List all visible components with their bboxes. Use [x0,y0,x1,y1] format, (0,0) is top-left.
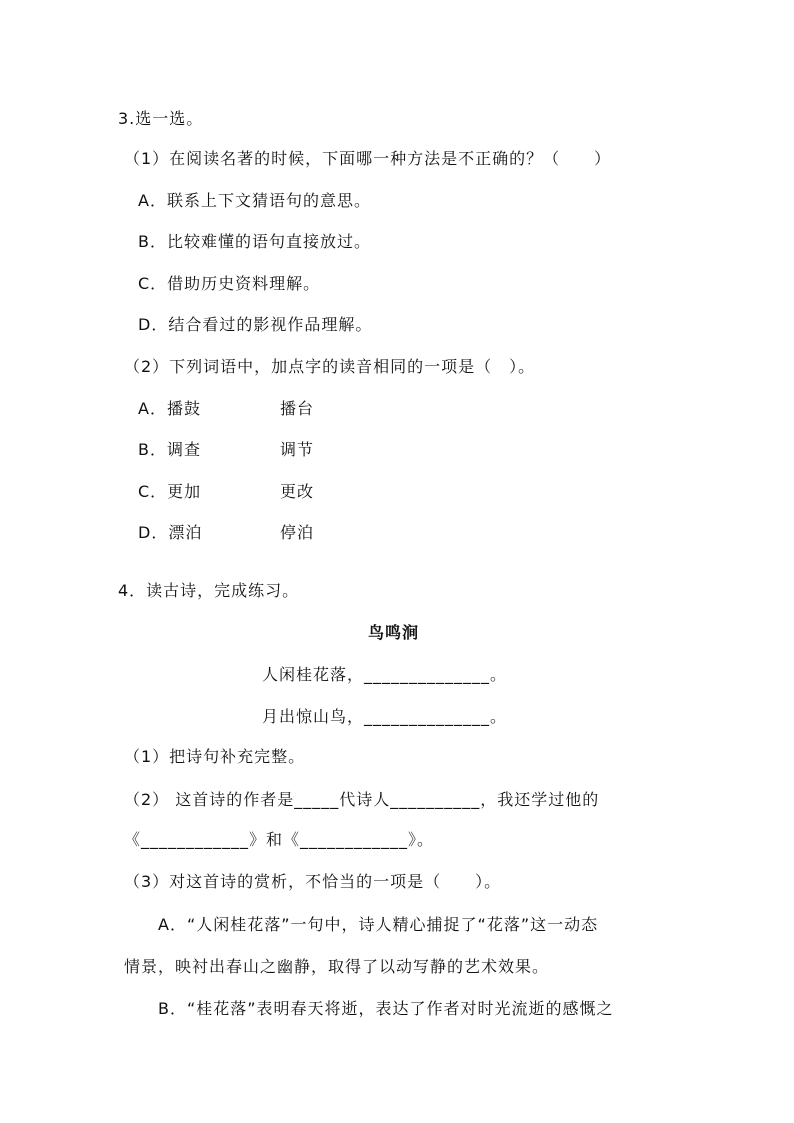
q3-sub1-prompt: （1）在阅读名著的时候，下面哪一种方法是不正确的？（ ） [124,149,612,168]
poem-title: 鸟鸣涧 [368,623,420,642]
option-label: B．调查 [138,440,201,459]
option-right: 停泊 [280,523,315,542]
option-right: 播台 [280,399,315,418]
q4-option-b-line1: B．“桂花落”表明春天将逝，表达了作者对时光流逝的感慨之 [158,999,614,1018]
q3-sub2-prompt: （2）下列词语中，加点字的读音相同的一项是（ ）。 [124,357,536,376]
option-label: A．播鼓 [138,399,201,418]
q4-option-a-line1: A．“人闲桂花落”一句中，诗人精心捕捉了“花落”这一动态 [158,915,599,934]
option-label: C．更加 [138,482,202,501]
q4-option-a-line2: 情景，映衬出春山之幽静，取得了以动写静的艺术效果。 [124,957,550,976]
q3-sub1-option-a: A．联系上下文猜语句的意思。 [138,191,371,210]
q3-sub1-option-d: D．结合看过的影视作品理解。 [138,315,373,334]
option-label: D．漂泊 [138,523,203,542]
q3-sub2-option-c [138,481,438,503]
q3-sub2-option-b [138,439,438,461]
q3-sub1-option-c: C．借助历史资料理解。 [138,274,321,293]
poem-line-1: 人闲桂花落，______________。 [262,665,508,684]
q3-sub2-option-d [138,522,438,544]
q3-sub2-option-a [138,398,438,420]
q4-sub2-line1: （2） 这首诗的作者是_____代诗人__________，我还学过他的 [124,790,600,809]
option-right: 调节 [280,440,315,459]
q4-sub2-line2: 《____________》和《____________》。 [124,830,435,849]
q4-sub3: （3）对这首诗的赏析，不恰当的一项是（ ）。 [124,872,502,891]
q3-sub1-option-b: B．比较难懂的语句直接放过。 [138,232,371,251]
q4-sub1: （1）把诗句补充完整。 [124,747,306,766]
q4-heading: 4．读古诗，完成练习。 [118,581,300,600]
poem-line-2: 月出惊山鸟，______________。 [262,707,508,726]
option-right: 更改 [280,482,315,501]
q3-heading: 3.选一选。 [118,109,204,128]
